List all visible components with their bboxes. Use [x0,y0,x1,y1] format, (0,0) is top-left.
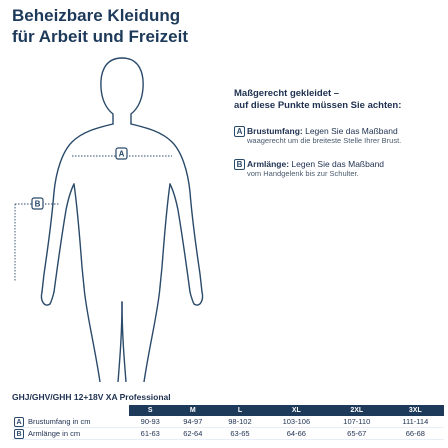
info-item-chest-label: Brustumfang: [247,126,303,136]
table-cell: 107-110 [327,416,387,428]
chest-badge-label: A [118,149,125,159]
table-cell: 98-102 [214,416,266,428]
size-header-3xl: 3XL [387,405,444,416]
size-table [12,405,444,440]
info-item-chest [234,126,444,145]
size-header-row [12,405,444,416]
product-name: GHJ/GHV/GHH 12+18V XA Professional [12,392,171,402]
table-row [12,428,444,440]
chest-row-badge-icon: A [14,417,24,427]
chest-badge-icon: A [234,126,245,137]
row-label-chest-text: Brustumfang in cm [28,417,91,426]
info-subtitle: auf diese Punkte müssen Sie achten: [234,100,402,111]
info-title: Maßgerecht gekleidet – [234,88,340,99]
measurement-info [234,88,444,178]
table-cell: 65-67 [327,428,387,440]
size-header-s: S [129,405,172,416]
arm-row-badge-icon: B [14,429,24,439]
table-cell: 103-106 [266,416,327,428]
body-outline-illustration [0,52,225,382]
table-cell: 62-64 [172,428,215,440]
info-item-arm [234,159,444,178]
info-item-arm-label: Armlänge: [247,159,290,169]
size-header-2xl: 2XL [327,405,387,416]
size-header-l: L [214,405,266,416]
page-subtitle: für Arbeit und Freizeit [12,27,188,46]
arm-badge-label: B [34,199,41,209]
table-cell: 61-63 [129,428,172,440]
table-cell: 63-65 [214,428,266,440]
arm-badge-icon: B [234,159,245,170]
info-item-chest-desc: waagerecht um die breiteste Stelle Ihrer Brust. [247,136,402,145]
size-header-blank [12,405,129,416]
row-label-arm-text: Armlänge in cm [28,429,81,439]
size-header-m: M [172,405,215,416]
size-header-xl: XL [266,405,327,416]
page-title: Beheizbare Kleidung [12,6,181,25]
table-cell: 90-93 [129,416,172,428]
table-row [12,416,444,428]
table-cell: 111-114 [387,416,444,428]
info-item-arm-text: Legen Sie das Maßband [289,159,385,169]
row-label-arm [12,428,129,440]
row-label-chest [12,416,129,428]
table-cell: 66-68 [387,428,444,440]
info-item-arm-desc: vom Handgelenk bis zur Schulter. [247,169,359,178]
body-measurement-figure [0,52,225,382]
info-item-chest-text: Legen Sie das Maßband [302,126,398,136]
table-cell: 64-66 [266,428,327,440]
table-cell: 94-97 [172,416,215,428]
